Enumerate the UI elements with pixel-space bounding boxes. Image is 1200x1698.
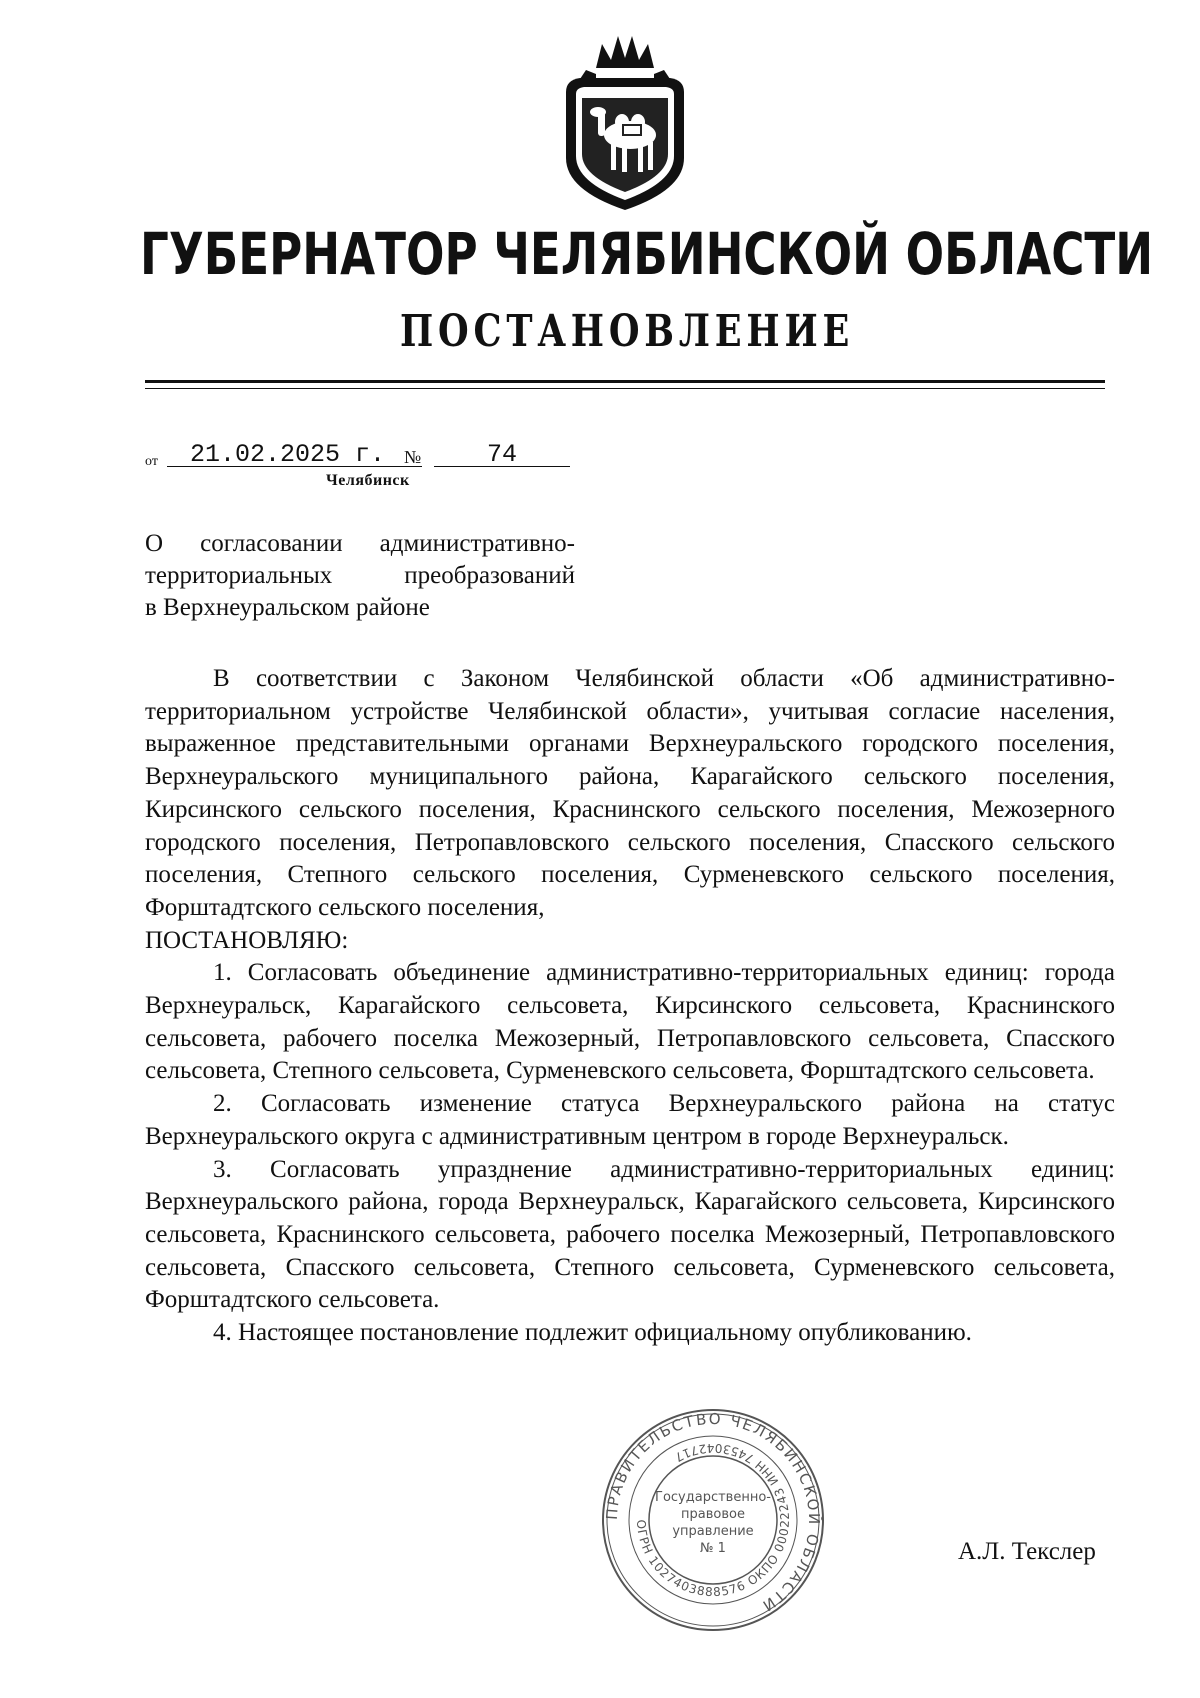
issuer-title: ГУБЕРНАТОР ЧЕЛЯБИНСКОЙ ОБЛАСТИ — [140, 220, 1154, 288]
document-type-heading: ПОСТАНОВЛЕНИЕ — [400, 306, 855, 357]
stamp-ring-text: ПРАВИТЕЛЬСТВО ЧЕЛЯБИНСКОЙ ОБЛАСТИ — [602, 1409, 824, 1616]
decree-item: 2. Согласовать изменение статуса Верхнеуральского района на статус Верхнеуральского округа с административным центром в городе Верхнеуральск. — [145, 1090, 1115, 1150]
decree-item: 1. Согласовать объединение административно-территориальных единиц: города Верхнеуральск, Карагайского сельсовета, Кирсинского сельсовета, Краснинского сельсовета, рабочего поселка Межозерный, Петропавловского сельсовета, Спасского сельсовета, Степного сельсовета, Сурменевского сельсовета, Форштадтского сельсовета. — [145, 959, 1115, 1085]
subject-line: территориальных преобразований — [145, 562, 575, 589]
document-body — [145, 663, 1115, 1350]
decree-item: 4. Настоящее постановление подлежит официальному опубликованию. — [213, 1319, 972, 1347]
decree-item: 3. Согласовать упразднение административно-территориальных единиц: Верхнеуральского района, города Верхнеуральск, Карагайского сельсовета, Кирсинского сельсовета, Краснинского сельсовета, рабочего поселка Межозерный, Петропавловского сельсовета, Спасского сельсовета, Степного сельсовета, Сурменевского сельсовета, Форштадтского сельсовета. — [145, 1155, 1115, 1314]
header-rule-thick — [145, 380, 1105, 383]
subject-line: О согласовании административно- — [145, 530, 575, 557]
stamp-codes-text: ОГРН 1027403888576 ОКПО 00022243 ИНН 7453042717 — [633, 1440, 793, 1600]
stamp-center-line: управление — [672, 1524, 754, 1539]
document-number: 74 — [487, 440, 518, 469]
document-date: 21.02.2025 г. — [190, 440, 386, 469]
decree-word: ПОСТАНОВЛЯЮ: — [145, 926, 349, 954]
official-stamp — [598, 1405, 828, 1635]
header-rule-thin — [145, 388, 1105, 389]
stamp-center-line: правовое — [681, 1507, 745, 1522]
document-subject — [145, 528, 575, 624]
stamp-center-line: № 1 — [700, 1541, 726, 1556]
stamp-center-line: Государственно- — [655, 1490, 771, 1505]
date-prefix-label: от — [145, 454, 158, 469]
preamble-paragraph: В соответствии с Законом Челябинской области «Об административно-территориальном устройстве Челябинской области», учитывая согласие населения, выраженное представительными органами Верхнеуральского городского поселения, Верхнеуральского муниципального района, Карагайского сельского поселения, Кирсинского сельского поселения, Краснинского сельского поселения, Межозерного городского поселения, Петропавловского сельского поселения, Спасского сельского поселения, Степного сельского поселения, Сурменевского сельского поселения, Форштадтского сельского поселения, — [145, 665, 1115, 921]
issue-city: Челябинск — [326, 472, 410, 489]
subject-line: в Верхнеуральском районе — [145, 594, 430, 621]
coat-of-arms-emblem — [556, 30, 694, 215]
signatory-name: А.Л. Текслер — [958, 1538, 1096, 1565]
number-label: № — [404, 447, 422, 467]
